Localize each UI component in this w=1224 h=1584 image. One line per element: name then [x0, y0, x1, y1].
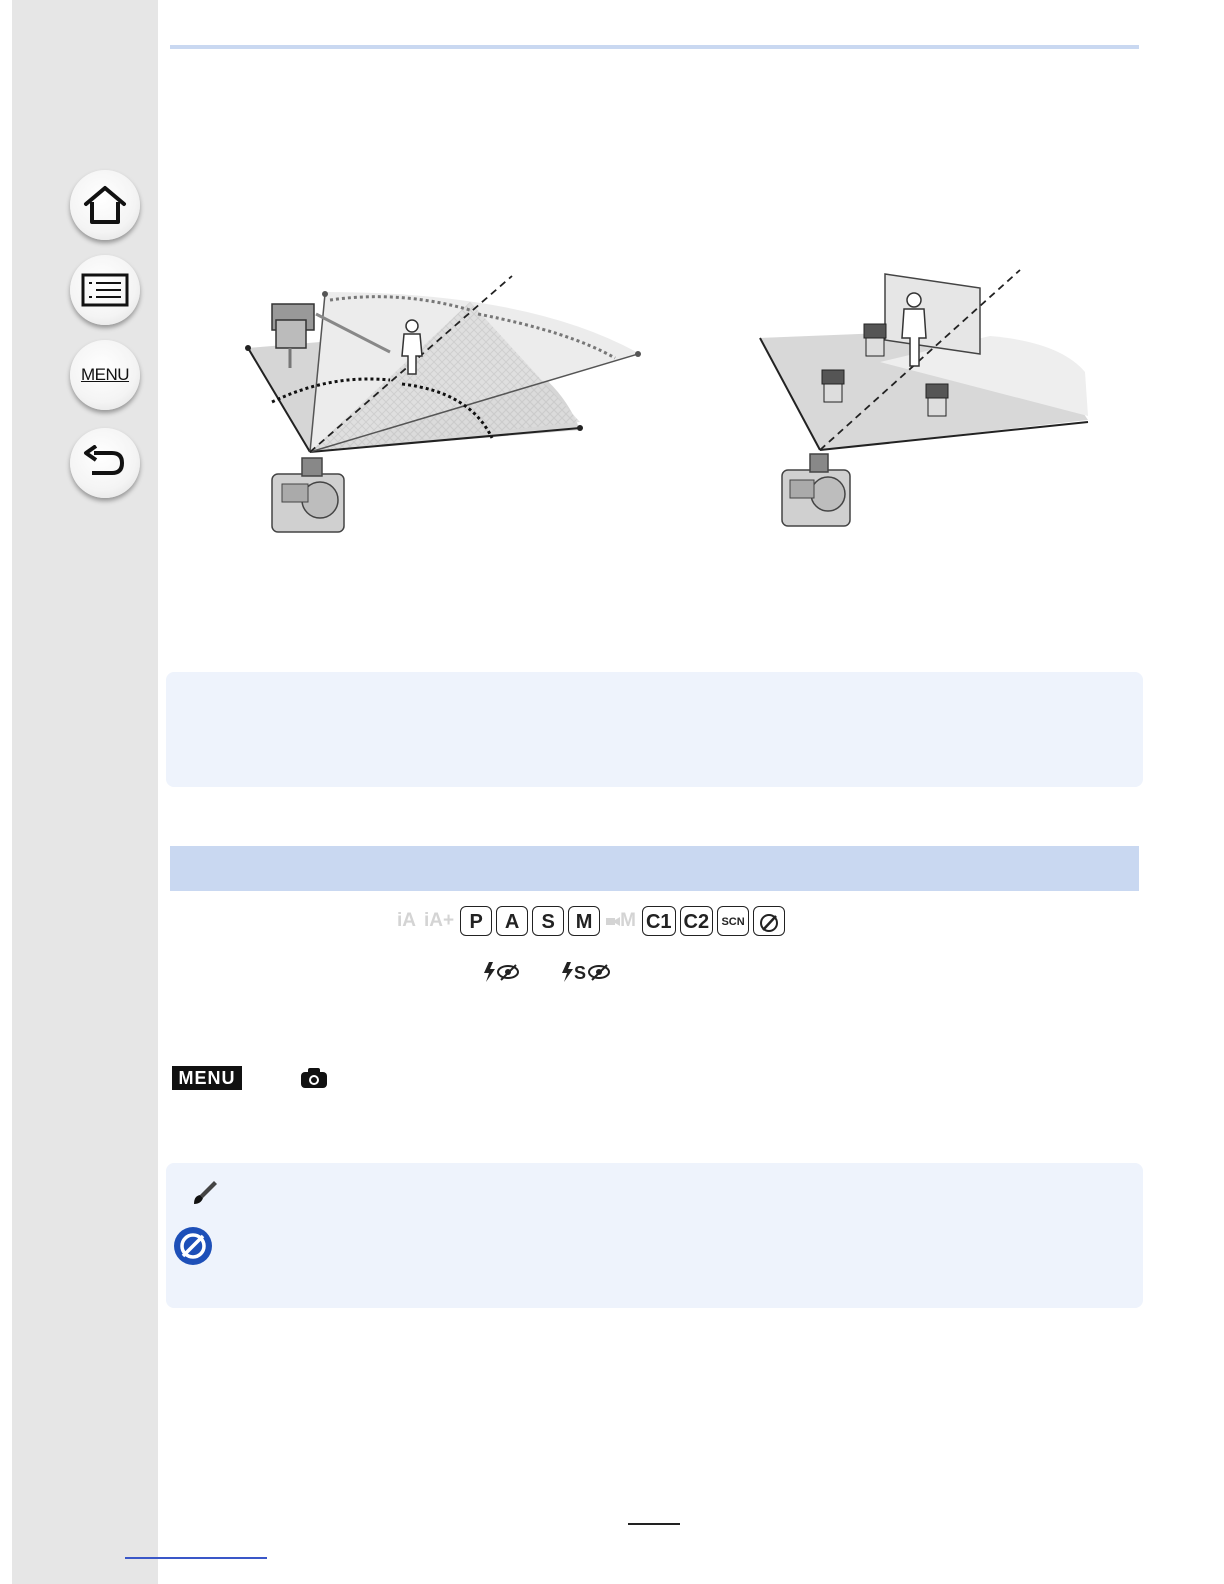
contents-button[interactable] [70, 255, 140, 325]
page-number-underline [628, 1523, 680, 1525]
notes-box [166, 1163, 1143, 1308]
section-header-bar [170, 846, 1139, 891]
svg-text:S: S [574, 963, 587, 983]
palette-icon [758, 912, 780, 934]
mode-creative-video-icon [604, 910, 638, 932]
header-rule [170, 45, 1139, 49]
menu-path-badge: MENU [172, 1066, 242, 1090]
brush-icon [190, 1178, 220, 1208]
wireless-flash-1-icon [864, 324, 886, 356]
mode-c2: C2 [680, 906, 714, 936]
page-margin [0, 0, 12, 1584]
wireless-flash-diagram [760, 270, 1088, 526]
mode-creative-control [753, 906, 785, 936]
navigation-sidebar [12, 0, 158, 1584]
camera-icon-left [272, 458, 344, 532]
note-box [166, 672, 1143, 787]
wireless-flash-2-icon [822, 370, 844, 402]
mode-a: A [496, 906, 528, 936]
mode-ia-plus-icon: iA+ [424, 910, 455, 931]
menu-button-label: MENU [80, 365, 130, 384]
red-eye-flash-icon [483, 961, 523, 983]
footer-link[interactable] [125, 1557, 267, 1559]
applicable-modes [395, 904, 785, 938]
return-arrow-icon [82, 445, 128, 481]
mode-m: M [568, 906, 600, 936]
back-button[interactable] [70, 428, 140, 498]
list-icon [81, 273, 129, 307]
camera-rec-icon [300, 1067, 328, 1089]
video-camera-icon [606, 915, 620, 927]
slow-sync-red-eye-flash-icon [561, 961, 613, 983]
mode-creative-video-label: M [620, 910, 636, 931]
camera-icon-right [782, 454, 850, 526]
flash-placement-illustration [230, 262, 1110, 552]
flash-angle-diagram [245, 276, 641, 532]
mode-p: P [460, 906, 492, 936]
not-available-icon [173, 1226, 213, 1266]
mode-s: S [532, 906, 564, 936]
home-button[interactable] [70, 170, 140, 240]
home-icon [82, 184, 128, 226]
menu-button[interactable] [70, 340, 140, 410]
mode-ia-icon: iA [397, 910, 416, 931]
flash-mode-symbols [483, 958, 613, 986]
mode-c1: C1 [642, 906, 676, 936]
mode-scn: SCN [717, 906, 749, 936]
wireless-flash-3-icon [926, 384, 948, 416]
